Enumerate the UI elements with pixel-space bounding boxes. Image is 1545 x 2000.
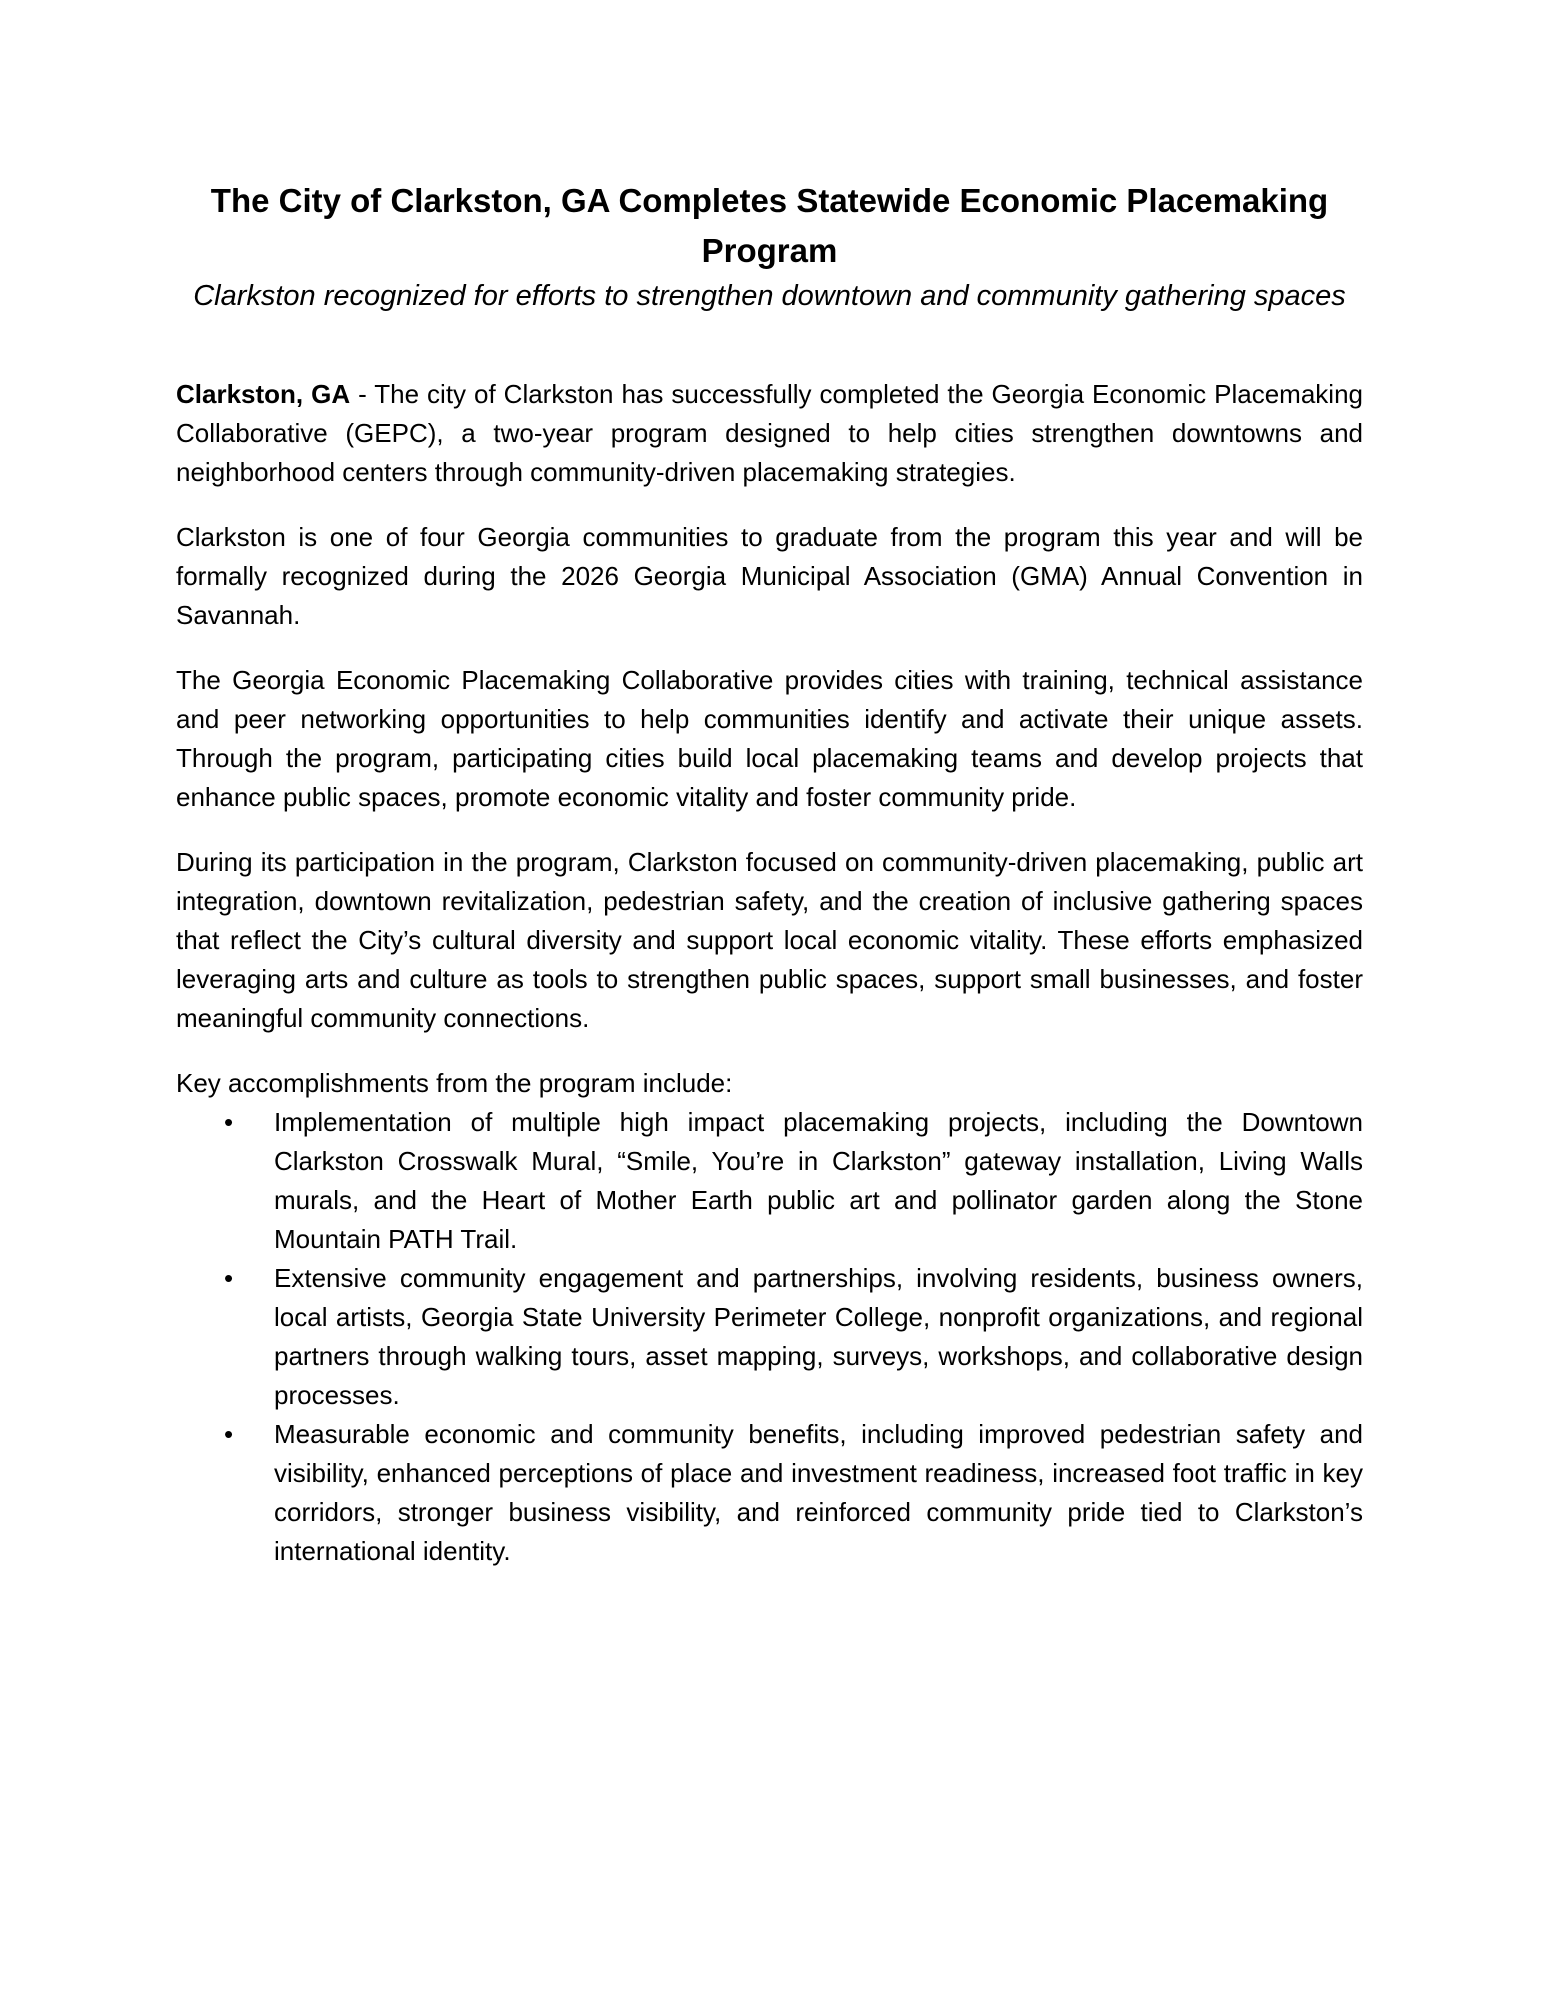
- bullet-icon: •: [224, 1418, 234, 1449]
- list-item-text: Implementation of multiple high impact placemaking projects, including the Downtown Clarkston Crosswalk Mural, “Smile, You’re in Clarkston” gateway installation, Living Walls murals, and the Heart of Mother Earth public art and pollinator garden along the Stone Mountain PATH Trail.: [274, 1106, 1363, 1254]
- document-title: The City of Clarkston, GA Completes Statewide Economic Placemaking Program: [210, 182, 1329, 269]
- paragraph-2: Clarkston is one of four Georgia communities to graduate from the program this year and will be formally recognized during the 2026 Georgia Municipal Association (GMA) Annual Convention in Savannah.: [176, 521, 1363, 630]
- paragraph-4: During its participation in the program, Clarkston focused on community-driven placemaking, public art integration, downtown revitalization, pedestrian safety, and the creation of inclusive gathering spaces that reflect the City’s cultural diversity and support local economic vitality. These efforts emphasized leveraging arts and culture as tools to strengthen public spaces, support small businesses, and foster meaningful community connections.: [176, 846, 1363, 1033]
- bullet-icon: •: [224, 1106, 234, 1137]
- accomplishments-list: [176, 1103, 1363, 1571]
- list-intro: Key accomplishments from the program include:: [176, 1067, 733, 1098]
- list-item-text: Measurable economic and community benefits, including improved pedestrian safety and visibility, enhanced perceptions of place and investment readiness, increased foot traffic in key corridors, stronger business visibility, and reinforced community pride tied to Clarkston’s international identity.: [274, 1418, 1363, 1566]
- list-item: [176, 1103, 1363, 1259]
- paragraph-dateline: [176, 375, 1363, 492]
- list-item-text: Extensive community engagement and partnerships, involving residents, business owners, local artists, Georgia State University Perimeter College, nonprofit organizations, and regional partners through walking tours, asset mapping, surveys, workshops, and collaborative design processes.: [274, 1262, 1363, 1410]
- dateline-bold-lead: Clarkston, GA: [176, 378, 351, 409]
- list-item: [176, 1415, 1363, 1571]
- paragraph-3: The Georgia Economic Placemaking Collaborative provides cities with training, technical assistance and peer networking opportunities to help communities identify and activate their unique assets. Through the program, participating cities build local placemaking teams and develop projects that enhance public spaces, promote economic vitality and foster community pride.: [176, 664, 1363, 812]
- paragraph-1-text: - The city of Clarkston has successfully completed the Georgia Economic Placemaking Collaborative (GEPC), a two-year program designed to help cities strengthen downtowns and neighborhood centers through community-driven placemaking strategies.: [176, 378, 1363, 487]
- list-item: [176, 1259, 1363, 1415]
- document-subtitle: Clarkston recognized for efforts to strengthen downtown and community gathering spaces: [193, 280, 1346, 312]
- bullet-icon: •: [224, 1262, 234, 1293]
